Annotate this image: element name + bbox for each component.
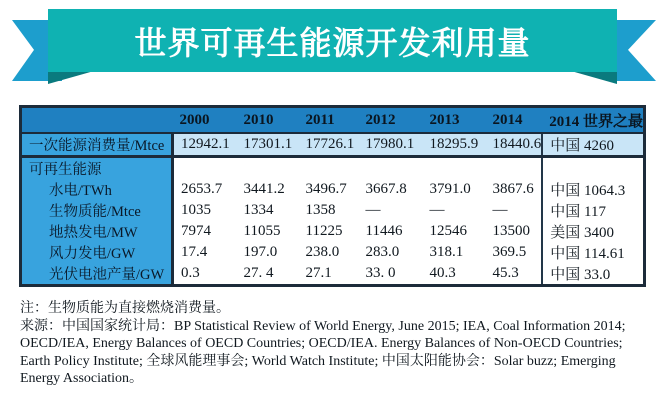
value-cell: 3441.2 bbox=[243, 181, 285, 197]
value-cell: 3667.8 bbox=[365, 181, 407, 197]
row-label: 地热发电/MW bbox=[21, 221, 173, 242]
value-cell: 3791.0 bbox=[429, 181, 471, 197]
value-cell bbox=[486, 157, 543, 180]
value-cell: 197.0 bbox=[243, 244, 278, 260]
value-cell: 13500 bbox=[492, 223, 530, 239]
ribbon-band bbox=[48, 9, 617, 72]
year-header: 2011 bbox=[299, 107, 359, 134]
value-cell: — bbox=[492, 202, 508, 218]
row-label: 风力发电/GW bbox=[21, 242, 173, 263]
value-cell: — bbox=[365, 202, 381, 218]
table-header-row bbox=[21, 107, 645, 134]
table-row-renewables-section bbox=[21, 157, 645, 180]
energy-table bbox=[19, 105, 646, 287]
value-cell: 27.1 bbox=[305, 265, 332, 281]
value-cell: 40.3 bbox=[429, 265, 456, 281]
value-cell: 18295.9 bbox=[423, 133, 486, 157]
value-cell: 1334 bbox=[243, 202, 274, 218]
value-cell: 18440.6 bbox=[486, 133, 543, 157]
year-header: 2010 bbox=[237, 107, 299, 134]
page-title: 世界可再生能源开发利用量 bbox=[134, 24, 531, 61]
note-text: 注：生物质能为直接燃烧消费量。 bbox=[20, 301, 230, 316]
ribbon-fold-right bbox=[571, 71, 617, 84]
record-cell bbox=[542, 157, 644, 180]
value-cell: 17.4 bbox=[181, 244, 208, 260]
table-row-wind bbox=[21, 242, 645, 263]
footnotes bbox=[20, 300, 646, 388]
row-label: 生物质能/Mtce bbox=[21, 200, 173, 221]
record-column-header: 2014 世界之最 bbox=[542, 107, 644, 134]
year-header: 2014 bbox=[486, 107, 543, 134]
value-cell: 238.0 bbox=[305, 244, 340, 260]
row-label: 可再生能源 bbox=[21, 157, 173, 180]
value-cell: 17301.1 bbox=[237, 133, 299, 157]
record-cell: 中国 117 bbox=[542, 200, 644, 221]
value-cell: 45.3 bbox=[492, 265, 519, 281]
value-cell: 11055 bbox=[243, 223, 281, 239]
year-header: 2000 bbox=[173, 107, 237, 134]
value-cell: 283.0 bbox=[365, 244, 400, 260]
corner-cell bbox=[21, 107, 173, 134]
value-cell: 12546 bbox=[429, 223, 467, 239]
value-cell: 1358 bbox=[305, 202, 336, 218]
value-cell: 7974 bbox=[181, 223, 211, 239]
title-banner bbox=[0, 0, 668, 92]
value-cell bbox=[423, 157, 486, 180]
table-row-geothermal bbox=[21, 221, 645, 242]
value-cell bbox=[299, 157, 359, 180]
value-cell: 11446 bbox=[365, 223, 403, 239]
record-cell: 中国 4260 bbox=[542, 133, 644, 157]
value-cell: 12942.1 bbox=[173, 133, 237, 157]
record-cell: 中国 114.61 bbox=[542, 242, 644, 263]
row-label: 水电/TWh bbox=[21, 179, 173, 200]
row-label: 一次能源消费量/Mtce bbox=[21, 133, 173, 157]
value-cell: 3496.7 bbox=[305, 181, 347, 197]
table-row-biomass bbox=[21, 200, 645, 221]
value-cell: 17980.1 bbox=[359, 133, 423, 157]
table-row-hydro bbox=[21, 179, 645, 200]
value-cell: 0.3 bbox=[181, 265, 200, 281]
table-row-solar-pv bbox=[21, 263, 645, 286]
value-cell: 318.1 bbox=[429, 244, 464, 260]
value-cell bbox=[237, 157, 299, 180]
source-text: 来源：中国国家统计局：BP Statistical Review of World Energy, June 2015; IEA, Coal Information 2014; OECD/IEA, Energy Balances of OECD Countries; OECD/IEA. Energy Balances of Non-OECD Countries; Earth Policy Institute; 全球风能理事会; World Watch Institute; 中国太阳能协会：Solar buzz; Emerging Energy Association。 bbox=[20, 318, 626, 386]
year-header: 2013 bbox=[423, 107, 486, 134]
row-label: 光伏电池产量/GW bbox=[21, 263, 173, 286]
value-cell: 11225 bbox=[305, 223, 343, 239]
record-cell: 美国 3400 bbox=[542, 221, 644, 242]
value-cell: 17726.1 bbox=[299, 133, 359, 157]
record-cell: 中国 33.0 bbox=[542, 263, 644, 286]
value-cell: — bbox=[429, 202, 445, 218]
record-cell: 中国 1064.3 bbox=[542, 179, 644, 200]
value-cell: 1035 bbox=[181, 202, 211, 218]
table-row-primary-energy bbox=[21, 133, 645, 157]
value-cell: 3867.6 bbox=[492, 181, 534, 197]
value-cell bbox=[173, 157, 237, 180]
value-cell: 369.5 bbox=[492, 244, 527, 260]
value-cell: 27. 4 bbox=[243, 265, 274, 281]
ribbon-fold-left bbox=[48, 71, 94, 84]
value-cell bbox=[359, 157, 423, 180]
value-cell: 33. 0 bbox=[365, 265, 396, 281]
value-cell: 2653.7 bbox=[181, 181, 223, 197]
year-header: 2012 bbox=[359, 107, 423, 134]
